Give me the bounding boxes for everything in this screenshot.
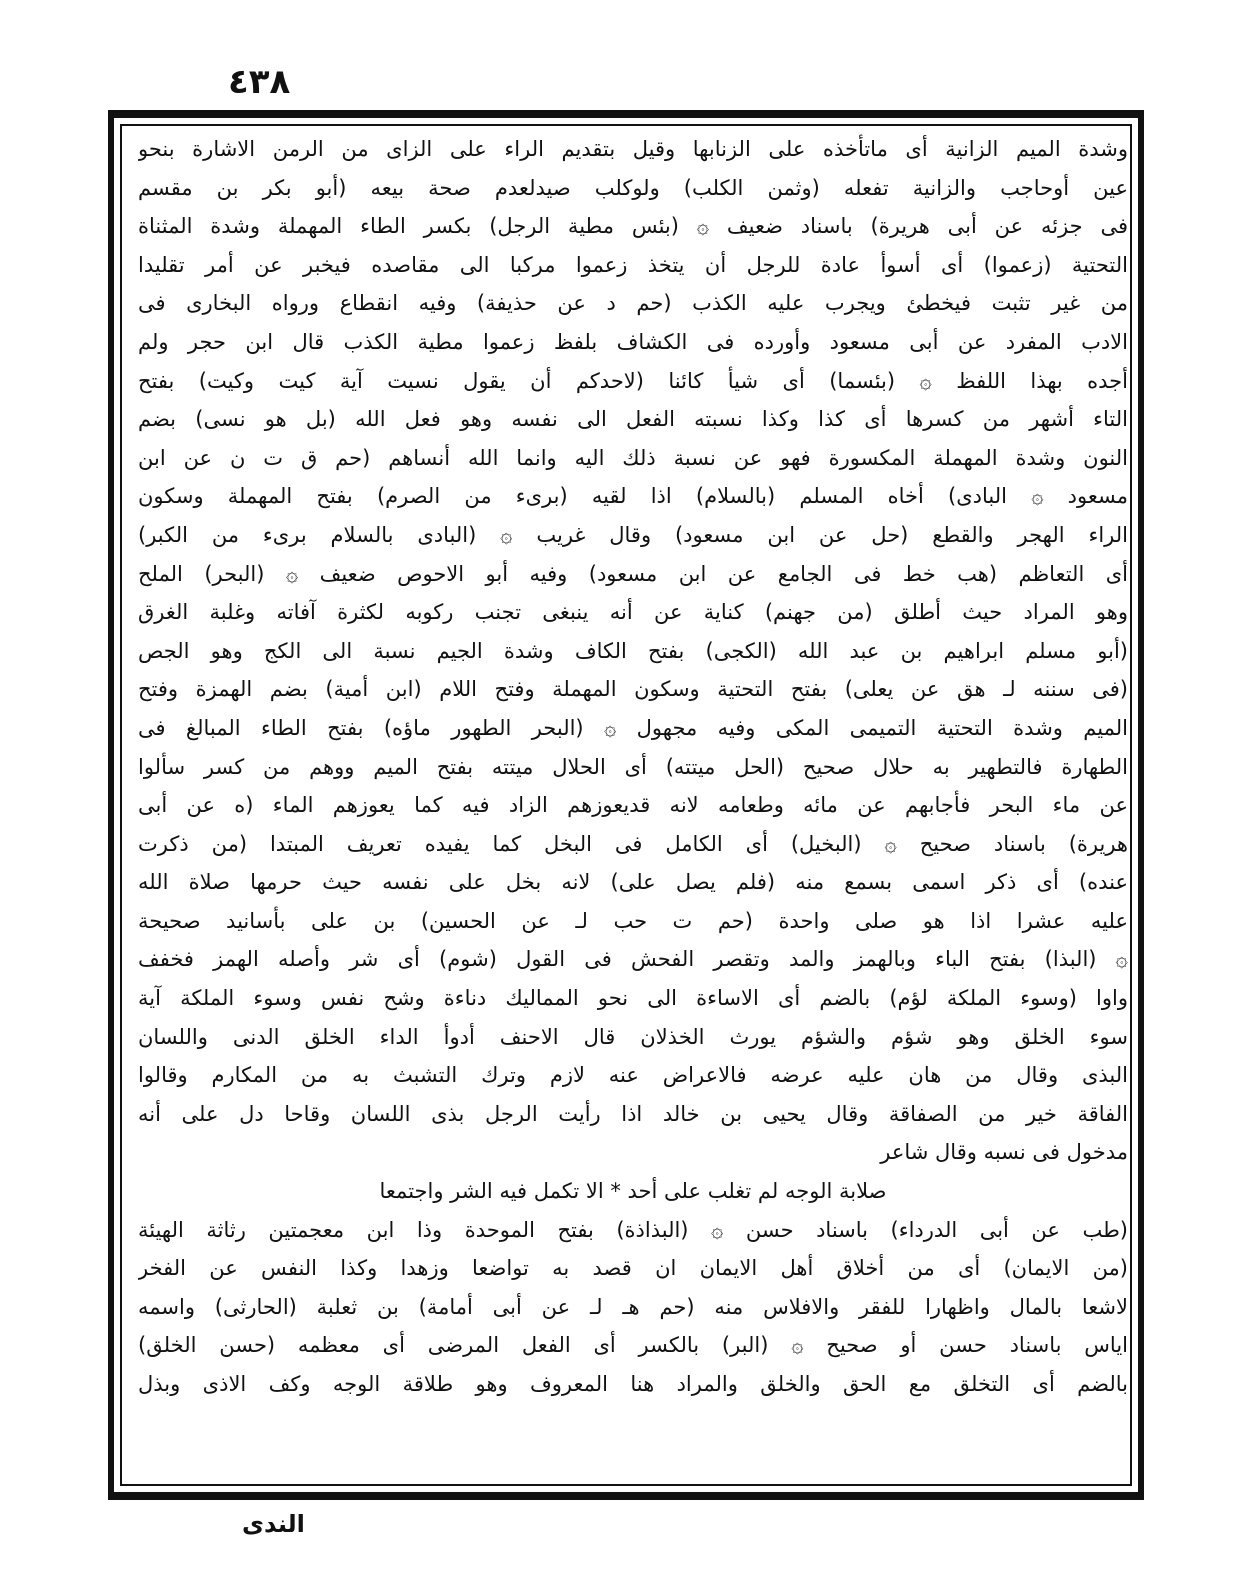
text-line: سوء الخلق وهو شؤم والشؤم يورث الخذلان قال الاحنف أدوأ الداء الخلق الدنى واللسان bbox=[138, 1024, 1128, 1049]
page-text-block bbox=[138, 130, 1128, 1404]
text-line: الراء الهجر والقطع (حل عن ابن مسعود) وقال غريب ۞ (البادى بالسلام برىء من الكبر) bbox=[138, 522, 1128, 547]
text-line: أى التعاظم (هب خط فى الجامع عن ابن مسعود) وفيه أبو الاحوص ضعيف ۞ (البحر) الملح bbox=[138, 561, 1128, 586]
page-number: ٤٣٨ bbox=[228, 62, 291, 102]
text-line: التحتية (زعموا) أى أسوأ عادة للرجل أن يتخذ زعموا مركبا الى مقاصده فيخبر عن أمر تقليدا bbox=[138, 252, 1128, 277]
text-line: وهو المراد حيث أطلق (من جهنم) كناية عن أنه ينبغى تجنب ركوبه لكثرة آفاته وغلبة الغرق bbox=[138, 600, 1128, 625]
text-line: الادب المفرد عن أبى مسعود وأورده فى الكشاف بلفظ زعموا مطية الكذب قال ابن حجر ولم bbox=[138, 329, 1128, 354]
text-line: (طب عن أبى الدرداء) باسناد حسن ۞ (البذاذة) بفتح الموحدة وذا ابن معجمتين رثاثة الهيئة bbox=[138, 1217, 1128, 1242]
text-line: الطهارة فالتطهير به حلال صحيح (الحل ميتته) أى الحلال ميتته بفتح الميم ووهم من كسر سألوا bbox=[138, 754, 1128, 779]
text-line: الميم وشدة التحتية التميمى المكى وفيه مجهول ۞ (البحر الطهور ماؤه) بفتح الطاء المبالغ فى bbox=[138, 715, 1128, 740]
text-line: فى جزئه عن أبى هريرة) باسناد ضعيف ۞ (بئس مطية الرجل) بكسر الطاء المهملة وشدة المثناة bbox=[138, 214, 1128, 239]
text-line: هريرة) باسناد صحيح ۞ (البخيل) أى الكامل فى البخل كما يفيده تعريف المبتدا (من ذكرت bbox=[138, 831, 1128, 856]
poetry-verse: صلابة الوجه لم تغلب على أحد * الا تكمل فيه الشر واجتمعا bbox=[379, 1179, 887, 1204]
text-line: التاء أشهر من كسرها أى كذا وكذا نسبته الفعل الى نفسه وهو فعل الله (بل هو نسى) بضم bbox=[138, 407, 1128, 432]
text-line: البذى وقال من هان عليه عرضه فالاعراض عنه لازم وترك التشبث به من المكارم وقالوا bbox=[138, 1063, 1128, 1088]
text-line: عليه عشرا اذا هو صلى واحدة (حم ت حب لـ عن الحسين) بن على بأسانيد صحيحة bbox=[138, 908, 1128, 933]
catchword: الندى bbox=[242, 1510, 305, 1538]
text-line: وشدة الميم الزانية أى ماتأخذه على الزنابها وقيل بتقديم الراء على الزاى من الرمن الاشارة بنحو bbox=[138, 137, 1128, 161]
text-line: أجده بهذا اللفظ ۞ (بئسما) أى شيأ كائنا (لاحدكم أن يقول نسيت آية كيت وكيت) بفتح bbox=[138, 368, 1128, 393]
text-line: مدخول فى نسبه وقال شاعر bbox=[880, 1140, 1128, 1165]
text-line: (فى سننه لـ هق عن يعلى) بفتح التحتية وسكون المهملة وفتح اللام (ابن أمية) بضم الهمزة وفتح bbox=[138, 677, 1128, 702]
text-line: اياس باسناد حسن أو صحيح ۞ (البر) بالكسر أى الفعل المرضى أى معظمه (حسن الخلق) bbox=[138, 1333, 1128, 1358]
text-line: مسعود ۞ البادى) أخاه المسلم (بالسلام) اذا لقيه (برىء من الصرم) بفتح المهملة وسكون bbox=[138, 484, 1128, 509]
text-line: عين أوحاجب والزانية تفعله (وثمن الكلب) ولوكلب صيدلعدم صحة بيعه (أبو بكر بن مقسم bbox=[138, 175, 1128, 200]
text-line: النون وشدة المهملة المكسورة فهو عن نسبة ذلك اليه وانما الله أنساهم (حم ق ت ن عن ابن bbox=[138, 445, 1128, 470]
text-line: ۞ (البذا) بفتح الباء وبالهمز والمد وتقصر الفحش فى القول (شوم) أى شر وأصله الهمز فخفف bbox=[138, 947, 1128, 972]
text-line: (من الايمان) أى من أخلاق أهل الايمان ان قصد به تواضعا وزهدا وكذا النفس عن الفخر bbox=[138, 1256, 1128, 1281]
text-line: لاشعا بالمال واظهارا للفقر والافلاس منه (حم هـ لـ عن أبى أمامة) بن ثعلبة (الحارثى) واسمه bbox=[138, 1294, 1128, 1319]
text-line: واوا (وسوء الملكة لؤم) بالضم أى الاساءة الى نحو المماليك دناءة وشح نفس وسوء الملكة آية bbox=[138, 986, 1128, 1011]
text-line: من غير تثبت فيخطئ ويجرب عليه الكذب (حم د عن حذيفة) وفيه انقطاع ورواه البخارى فى bbox=[138, 291, 1128, 316]
text-line: بالضم أى التخلق مع الحق والخلق والمراد هنا المعروف وهو طلاقة الوجه وكف الاذى وبذل bbox=[138, 1372, 1128, 1396]
text-line: الفاقة خير من الصفاقة وقال يحيى بن خالد اذا رأيت الرجل بذى اللسان وقاحا دل على أنه bbox=[138, 1101, 1128, 1126]
text-line: عن ماء البحر فأجابهم عن مائه وطعامه لانه قديعوزهم الزاد فيه كما يعوزهم الماء (ه عن أبى bbox=[138, 793, 1128, 818]
text-line: (أبو مسلم ابراهيم بن عبد الله (الكجى) بفتح الكاف وشدة الجيم نسبة الى الكج وهو الجص bbox=[138, 638, 1128, 663]
text-line: عنده) أى ذكر اسمى بسمع منه (فلم يصل على) لانه بخل على نفسه حيث حرمها صلاة الله bbox=[138, 870, 1128, 895]
